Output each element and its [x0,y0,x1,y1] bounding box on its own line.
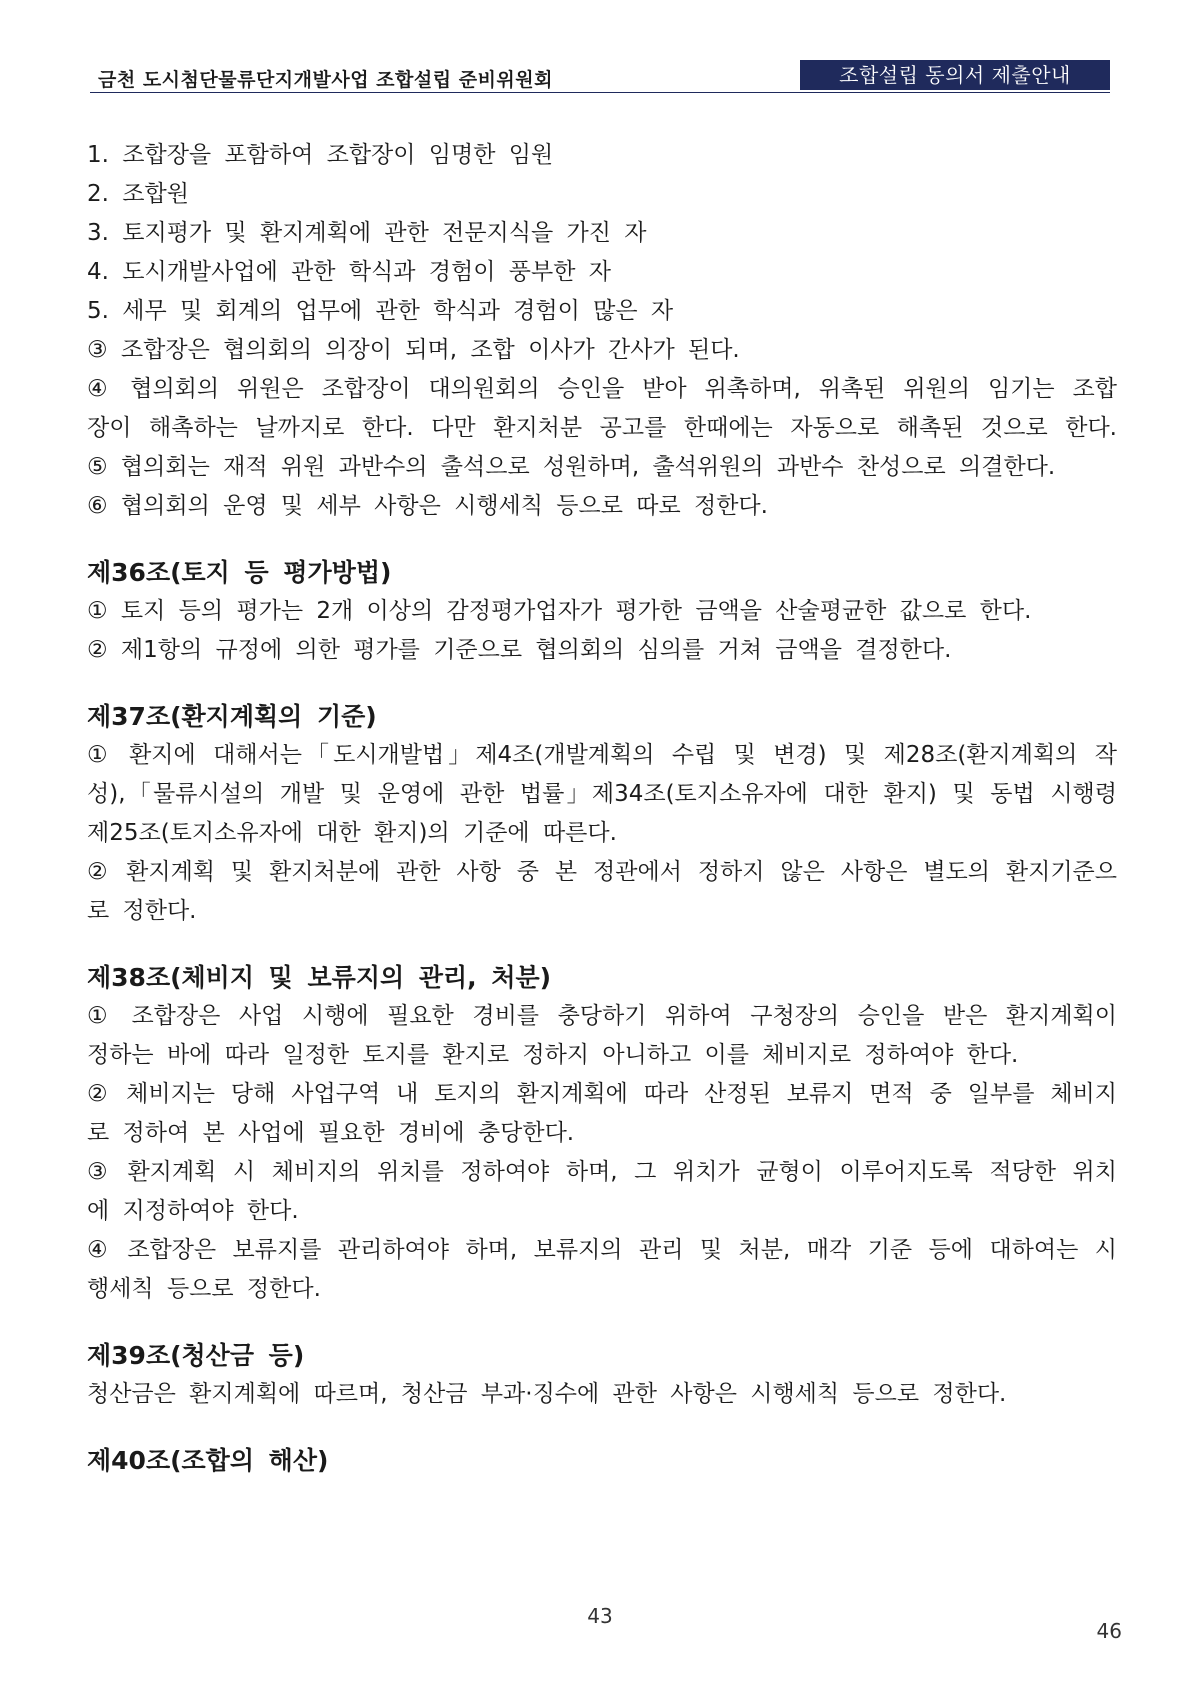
sheet-number: 46 [1096,1619,1122,1643]
clause-line: 에 지정하여야 한다. [87,1198,299,1224]
intro-list [87,136,1117,526]
article-heading: 제38조(체비지 및 보류지의 관리, 처분) [87,963,552,992]
clause-line: 정하는 바에 따라 일정한 토지를 환지로 정하지 아니하고 이를 체비지로 정하여야 한다. [87,1042,1019,1068]
article-37 [87,697,1117,931]
clause-line: 행세칙 등으로 정한다. [87,1276,321,1302]
clause-line: ① 환지에 대해서는「도시개발법」제4조(개발계획의 수립 및 변경) 및 제28조(환지계획의 작 [87,742,1117,768]
clause-line: ① 조합장은 사업 시행에 필요한 경비를 충당하기 위하여 구청장의 승인을 받은 환지계획이 [87,1003,1117,1029]
clause-line: ② 체비지는 당해 사업구역 내 토지의 환지계획에 따라 산정된 보류지 면적 중 일부를 체비지 [87,1081,1117,1107]
article-heading: 제36조(토지 등 평가방법) [87,558,392,587]
clause-line: ⑤ 협의회는 재적 위원 과반수의 출석으로 성원하며, 출석위원의 과반수 찬성으로 의결한다. [87,454,1056,480]
clause-line: ② 환지계획 및 환지처분에 관한 사항 중 본 정관에서 정하지 않은 사항은 별도의 환지기준으 [87,859,1117,885]
list-item: 4. 도시개발사업에 관한 학식과 경험이 풍부한 자 [87,259,611,285]
list-item: 3. 토지평가 및 환지계획에 관한 전문지식을 가진 자 [87,220,647,246]
article-36 [87,553,1117,670]
page-number: 43 [587,1604,613,1628]
list-item: 1. 조합장을 포함하여 조합장이 임명한 임원 [87,142,554,168]
article-39 [87,1336,1117,1414]
document-body [87,136,1117,1480]
article-heading: 제39조(청산금 등) [87,1341,305,1370]
article-40 [87,1441,1117,1480]
list-item: 2. 조합원 [87,181,189,207]
clause-line: ③ 조합장은 협의회의 의장이 되며, 조합 이사가 간사가 된다. [87,337,740,363]
clause-line: 제25조(토지소유자에 대한 환지)의 기준에 따른다. [87,820,617,846]
article-38 [87,958,1117,1309]
article-heading: 제40조(조합의 해산) [87,1446,329,1475]
clause-line: 청산금은 환지계획에 따르며, 청산금 부과·징수에 관한 사항은 시행세칙 등으로 정한다. [87,1381,1007,1407]
clause-line: ④ 조합장은 보류지를 관리하여야 하며, 보류지의 관리 및 처분, 매각 기준 등에 대하여는 시 [87,1237,1117,1263]
clause-line: 로 정하여 본 사업에 필요한 경비에 충당한다. [87,1120,575,1146]
clause-line: ③ 환지계획 시 체비지의 위치를 정하여야 하며, 그 위치가 균형이 이루어지도록 적당한 위치 [87,1159,1117,1185]
clause-line: ⑥ 협의회의 운영 및 세부 사항은 시행세칙 등으로 따로 정한다. [87,493,768,519]
page-header [90,60,1110,93]
clause-line: ② 제1항의 규정에 의한 평가를 기준으로 협의회의 심의를 거쳐 금액을 결정한다. [87,637,952,663]
clause-line: 로 정한다. [87,898,197,924]
clause-line: 성),「물류시설의 개발 및 운영에 관한 법률」제34조(토지소유자에 대한 환지) 및 동법 시행령 [87,781,1117,807]
clause-line: 장이 해촉하는 날까지로 한다. 다만 환지처분 공고를 한때에는 자동으로 해촉된 것으로 한다. [87,415,1117,441]
header-title: 금천 도시첨단물류단지개발사업 조합설립 준비위원회 [98,69,553,91]
article-heading: 제37조(환지계획의 기준) [87,702,377,731]
list-item: 5. 세무 및 회계의 업무에 관한 학식과 경험이 많은 자 [87,298,674,324]
clause-line: ④ 협의회의 위원은 조합장이 대의원회의 승인을 받아 위촉하며, 위촉된 위원의 임기는 조합 [87,376,1117,402]
header-section-label: 조합설립 동의서 제출안내 [800,60,1110,90]
clause-line: ① 토지 등의 평가는 2개 이상의 감정평가업자가 평가한 금액을 산술평균한 값으로 한다. [87,598,1032,624]
